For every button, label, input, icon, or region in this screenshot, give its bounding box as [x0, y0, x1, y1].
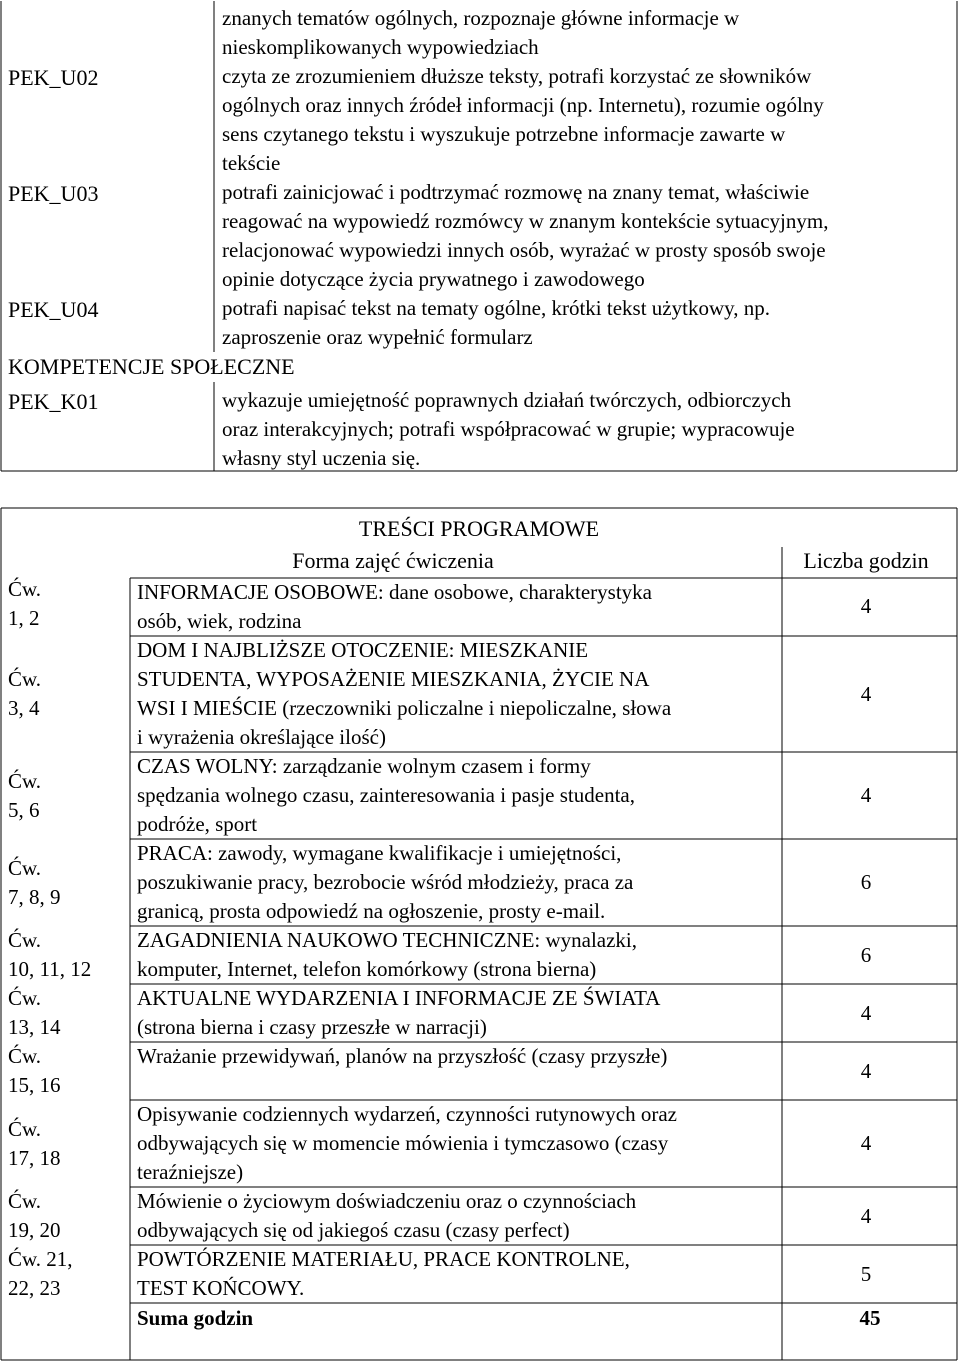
form-header: Forma zajęć ćwiczenia [292, 548, 494, 573]
exercise-label: 1, 2 [8, 606, 40, 630]
content-line: podróże, sport [137, 812, 258, 836]
exercise-label: Ćw. [8, 986, 42, 1010]
content-line: teraźniejsze) [137, 1160, 244, 1184]
content-line: spędzania wolnego czasu, zainteresowania i pasje studenta, [137, 783, 635, 807]
content-line: i wyrażenia określające ilość) [137, 725, 386, 749]
hours-value: 4 [860, 783, 872, 807]
description-line: czyta ze zrozumieniem dłuższe teksty, potrafi korzystać ze słowników [222, 64, 812, 88]
description-line: tekście [222, 151, 281, 175]
hours-value: 4 [860, 1059, 872, 1083]
hours-value: 4 [860, 1001, 872, 1025]
exercise-label: 22, 23 [8, 1276, 61, 1300]
description-line: relacjonować wypowiedzi innych osób, wyrażać w prosty sposób swoje [222, 238, 826, 262]
exercise-label: Ćw. [8, 1044, 42, 1068]
exercise-label: Ćw. 21, [8, 1247, 73, 1271]
exercise-label: 5, 6 [8, 798, 40, 822]
section-heading: KOMPETENCJE SPOŁECZNE [8, 354, 295, 379]
content-line: Mówienie o życiowym doświadczeniu oraz o czynnościach [137, 1189, 637, 1213]
total-label: Suma godzin [137, 1306, 254, 1330]
content-line: POWTÓRZENIE MATERIAŁU, PRACE KONTROLNE, [137, 1247, 630, 1271]
exercise-label: Ćw. [8, 856, 42, 880]
content-line: INFORMACJE OSOBOWE: dane osobowe, charakterystyka [137, 580, 653, 604]
content-line: TEST KOŃCOWY. [137, 1276, 305, 1300]
hours-value: 5 [860, 1262, 872, 1286]
hours-value: 4 [860, 594, 872, 618]
content-line: ZAGADNIENIA NAUKOWO TECHNICZNE: wynalazki, [137, 928, 638, 952]
total-value: 45 [859, 1306, 881, 1330]
content-line: odbywających się w momencie mówienia i tymczasowo (czasy [137, 1131, 669, 1155]
content-line: (strona bierna i czasy przeszłe w narracji) [137, 1015, 487, 1039]
program-title: TREŚCI PROGRAMOWE [358, 516, 600, 541]
description-line: sens czytanego tekstu i wyszukuje potrzebne informacje zawarte w [222, 122, 786, 146]
content-line: poszukiwanie pracy, bezrobocie wśród młodzieży, praca za [137, 870, 634, 894]
description-line: oraz interakcyjnych; potrafi współpracować w grupie; wypracowuje [222, 417, 795, 441]
description-line: znanych tematów ogólnych, rozpoznaje główne informacje w [222, 6, 740, 30]
exercise-label: Ćw. [8, 928, 42, 952]
content-line: STUDENTA, WYPOSAŻENIE MIESZKANIA, ŻYCIE NA [137, 667, 650, 691]
content-line: komputer, Internet, telefon komórkowy (strona bierna) [137, 957, 597, 981]
description-line: wykazuje umiejętność poprawnych działań twórczych, odbiorczych [222, 388, 792, 412]
outcome-code-pek-u04: PEK_U04 [8, 297, 99, 322]
content-line: DOM I NAJBLIŻSZE OTOCZENIE: MIESZKANIE [137, 638, 589, 662]
description-line: ogólnych oraz innych źródeł informacji (np. Internetu), rozumie ogólny [222, 93, 824, 117]
exercise-label: 10, 11, 12 [8, 957, 92, 981]
content-line: osób, wiek, rodzina [137, 609, 302, 633]
description-line: potrafi zainicjować i podtrzymać rozmowę na znany temat, właściwie [222, 180, 810, 204]
content-line: CZAS WOLNY: zarządzanie wolnym czasem i formy [137, 754, 591, 778]
description-line: opinie dotyczące życia prywatnego i zawodowego [222, 267, 645, 291]
description-line: potrafi napisać tekst na tematy ogólne, krótki tekst użytkowy, np. [222, 296, 771, 320]
hours-value: 4 [860, 682, 872, 706]
hours-value: 4 [860, 1204, 872, 1228]
content-line: Wrażanie przewidywań, planów na przyszłość (czasy przyszłe) [137, 1044, 668, 1068]
outcome-code-pek-u03: PEK_U03 [8, 181, 99, 206]
exercise-label: 17, 18 [8, 1146, 61, 1170]
content-line: PRACA: zawody, wymagane kwalifikacje i umiejętności, [137, 841, 622, 865]
exercise-label: Ćw. [8, 1117, 42, 1141]
content-line: granicą, prosta odpowiedź na ogłoszenie, prosty e-mail. [137, 899, 606, 923]
description-line: nieskomplikowanych wypowiedziach [222, 35, 539, 59]
exercise-label: 19, 20 [8, 1218, 61, 1242]
exercise-label: Ćw. [8, 769, 42, 793]
hours-value: 4 [860, 1131, 872, 1155]
content-line: AKTUALNE WYDARZENIA I INFORMACJE ZE ŚWIATA [137, 986, 661, 1010]
hours-header: Liczba godzin [803, 548, 929, 573]
hours-value: 6 [860, 943, 872, 967]
hours-value: 6 [860, 870, 872, 894]
exercise-label: 13, 14 [8, 1015, 61, 1039]
exercise-label: 3, 4 [8, 696, 40, 720]
exercise-label: Ćw. [8, 667, 42, 691]
exercise-label: 7, 8, 9 [8, 885, 61, 909]
content-line: WSI I MIEŚCIE (rzeczowniki policzalne i niepoliczalne, słowa [137, 696, 672, 720]
exercise-label: Ćw. [8, 1189, 42, 1213]
outcome-code-pek-u02: PEK_U02 [8, 65, 99, 90]
description-line: reagować na wypowiedź rozmówcy w znanym kontekście sytuacyjnym, [222, 209, 829, 233]
exercise-label: Ćw. [8, 577, 42, 601]
outcome-code-pek-k01: PEK_K01 [8, 389, 99, 414]
content-line: odbywających się od jakiegoś czasu (czasy perfect) [137, 1218, 570, 1242]
description-line: własny styl uczenia się. [222, 446, 421, 470]
description-line: zaproszenie oraz wypełnić formularz [222, 325, 533, 349]
exercise-label: 15, 16 [8, 1073, 61, 1097]
content-line: Opisywanie codziennych wydarzeń, czynności rutynowych oraz [137, 1102, 677, 1126]
